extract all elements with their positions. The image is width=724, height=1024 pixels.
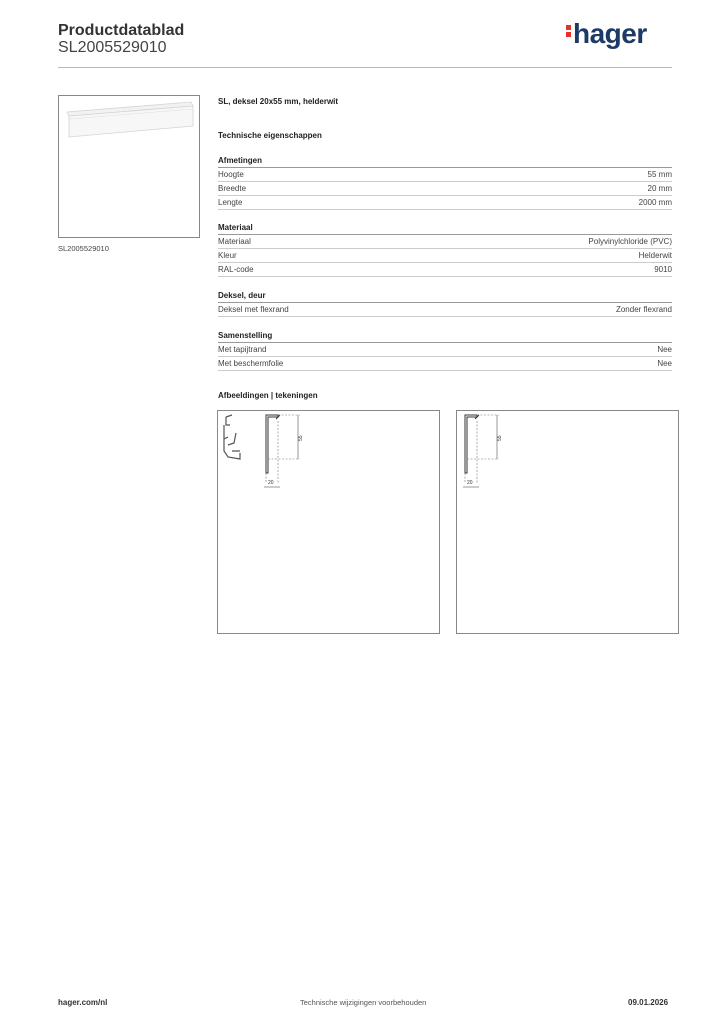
spec-value: Zonder flexrand <box>615 305 672 314</box>
spec-value: Nee <box>657 345 672 354</box>
spec-row-length <box>218 196 672 210</box>
spec-label: Met tapijtrand <box>218 345 267 354</box>
spec-label: RAL-code <box>218 265 254 274</box>
product-image <box>58 95 200 238</box>
spec-value: 20 mm <box>647 184 672 193</box>
drawing-svg <box>457 411 678 633</box>
section-title: Materiaal <box>218 222 672 235</box>
footer-date: 09.01.2026 <box>628 998 669 1007</box>
spec-value: Nee <box>657 359 672 368</box>
spec-row-ral-code <box>218 263 672 277</box>
product-name: SL, deksel 20x55 mm, helderwit <box>218 97 339 106</box>
spec-label: Kleur <box>218 251 237 260</box>
header-divider <box>58 67 672 68</box>
spec-label: Deksel met flexrand <box>218 305 289 314</box>
section-composition <box>218 330 672 371</box>
spec-row-flex-edge <box>218 303 672 317</box>
cover-profile-illustration <box>59 96 199 237</box>
product-image-caption: SL2005529010 <box>58 244 109 253</box>
drawing-svg <box>218 411 439 633</box>
product-number: SL2005529010 <box>58 39 167 56</box>
spec-label: Hoogte <box>218 170 244 179</box>
spec-row-protective-film <box>218 357 672 371</box>
spec-value: 2000 mm <box>638 198 672 207</box>
spec-label: Materiaal <box>218 237 251 246</box>
footer-disclaimer: Technische wijzigingen voorbehouden <box>300 998 427 1007</box>
spec-row-material <box>218 235 672 249</box>
spec-row-carpet-edge <box>218 343 672 357</box>
logo-text: hager <box>573 18 647 49</box>
spec-label: Lengte <box>218 198 243 207</box>
dimension-label-height: 55 <box>497 435 503 441</box>
spec-value: 9010 <box>654 265 672 274</box>
dimension-label-width: 20 <box>268 480 274 486</box>
section-cover-door <box>218 290 672 317</box>
page-title: Productdatablad <box>58 22 185 39</box>
section-title: Deksel, deur <box>218 290 672 303</box>
spec-label: Breedte <box>218 184 247 193</box>
spec-value: Polyvinylchloride (PVC) <box>588 237 672 246</box>
spec-row-color <box>218 249 672 263</box>
spec-label: Met beschermfolie <box>218 359 284 368</box>
section-dimensions <box>218 155 672 210</box>
images-title: Afbeeldingen | tekeningen <box>218 391 318 400</box>
section-title: Samenstelling <box>218 330 672 343</box>
hager-logo <box>566 18 647 50</box>
spec-row-width <box>218 182 672 196</box>
spec-value: 55 mm <box>647 170 672 179</box>
tech-properties-title: Technische eigenschappen <box>218 131 322 140</box>
spec-row-height <box>218 168 672 182</box>
dimension-label-width: 20 <box>467 480 473 486</box>
section-title: Afmetingen <box>218 155 672 168</box>
dimension-label-height: 55 <box>298 435 304 441</box>
footer-website-link[interactable]: hager.com/nl <box>58 998 108 1007</box>
technical-drawing-1 <box>217 410 440 634</box>
section-material <box>218 222 672 277</box>
logo-dots-icon <box>566 23 571 39</box>
spec-value: Helderwit <box>638 251 672 260</box>
technical-drawing-2 <box>456 410 679 634</box>
